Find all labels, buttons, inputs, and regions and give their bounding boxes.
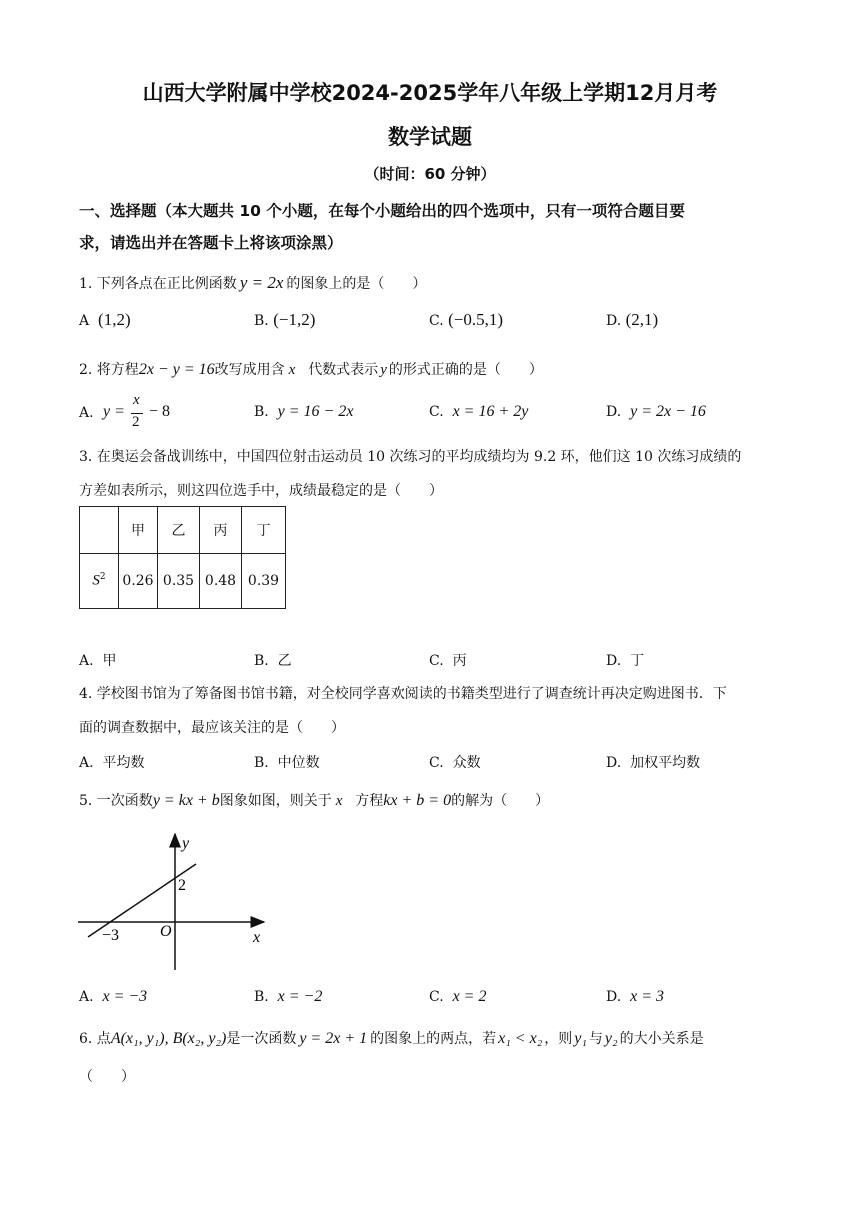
x-intercept-label: −3 [102,927,120,944]
q2-text-post: 的形式正确的是（ ） [388,362,543,378]
q1-option-a[interactable] [79,310,131,330]
option-label: B. [254,313,269,329]
option-value: 丙 [452,653,467,669]
question-4-line2: 面的调查数据中，最应该关注的是（ ） [79,720,345,736]
table-header-cell: 丁 [242,507,286,554]
table-cell: 0.39 [242,554,286,609]
q5-text-mid: 图象如图，则关于 [219,793,332,809]
variance-exponent: 2 [99,572,106,583]
q2-option-c[interactable] [429,403,528,421]
table-row-label [80,554,119,609]
q2-option-d[interactable] [606,403,706,421]
q4-option-c[interactable] [429,752,481,772]
q2-option-b[interactable] [254,403,353,421]
q5-option-a[interactable] [79,988,147,1006]
question-2-stem [79,359,543,379]
option-label: D. [606,404,622,420]
option-a-denominator: 2 [132,414,140,430]
option-value: (2,1) [625,310,659,329]
q2-text-pre: 2. 将方程 [79,362,139,378]
option-value: y = 2x − 16 [630,403,706,420]
q3-option-d[interactable] [606,650,644,670]
q6-text-mid2: 的图象上的两点，若 [370,1031,497,1047]
option-label: B. [254,989,269,1005]
option-value: 加权平均数 [630,755,701,771]
option-value: y = 16 − 2x [277,403,354,420]
q3-option-a[interactable] [79,650,116,670]
option-value: 甲 [102,653,117,669]
option-value: (1,2) [98,310,131,329]
table-header-cell [80,507,119,554]
variance-symbol: S [92,572,100,589]
q4-option-d[interactable] [606,752,700,772]
q6-text-mid4: 与 [588,1031,603,1047]
q5-text-post: 的解为（ ） [451,793,550,809]
option-a-lhs: y = [103,403,125,420]
option-value: 众数 [452,755,481,771]
option-value: x = 3 [630,988,664,1005]
q5-text-mid2: 方程 [355,793,384,809]
q3-option-b[interactable] [254,650,292,670]
option-label: C. [429,653,444,669]
table-cell: 0.48 [200,554,242,609]
option-value: 丁 [630,653,645,669]
option-value: (−1,2) [273,310,316,329]
option-value: (−0.5,1) [448,310,504,329]
option-value: 中位数 [277,755,320,771]
question-6-stem [79,1028,704,1048]
option-label: A. [79,405,94,421]
q6-text-pre: 6. 点 [79,1031,111,1047]
linear-function-graph [76,828,276,976]
q5-formula2: kx + b = 0 [383,792,452,809]
option-label: D. [606,653,622,669]
option-label: B. [254,653,269,669]
q2-formula: 2x − y = 16 [138,361,215,378]
q3-option-c[interactable] [429,650,467,670]
option-label: D. [606,989,622,1005]
option-label: C. [429,755,444,771]
option-label: D. [606,755,622,771]
question-6-answer-bracket: （ ） [79,1069,135,1085]
time-note: （时间：60 分钟） [364,165,496,183]
q4-option-b[interactable] [254,752,320,772]
table-cell: 0.26 [119,554,158,609]
q5-option-c[interactable] [429,988,486,1006]
exam-title: 山西大学附属中学校2024-2025学年八年级上学期12月月考 [142,81,718,105]
question-1-stem [79,273,426,293]
q6-condition: x₁ < x₂ [498,1030,543,1047]
q1-text-post: 的图象上的是（ ） [286,276,427,292]
subject-title: 数学试题 [388,125,472,149]
variance-table [79,506,286,609]
option-label: C. [429,313,444,329]
question-5-stem [79,790,549,810]
table-header-cell: 乙 [158,507,200,554]
option-a-rest: − 8 [149,403,171,420]
q5-text-pre: 5. 一次函数 [79,793,153,809]
q1-formula: y = 2x [239,273,284,292]
q5-var-x: x [335,793,343,809]
option-label: A [79,313,90,329]
option-value: x = −3 [102,988,148,1005]
q5-option-b[interactable] [254,988,322,1006]
q6-text-post: 的大小关系是 [619,1031,704,1047]
x-axis-label: x [253,929,261,946]
q5-option-d[interactable] [606,988,664,1006]
q1-option-c[interactable] [429,310,503,330]
origin-label: O [160,923,172,940]
section-heading-line2: 求，请选出并在答题卡上将该项涂黑） [79,234,343,252]
q6-text-mid3: ，则 [544,1031,573,1047]
option-label: C. [429,404,444,420]
option-value: x = −2 [277,988,323,1005]
option-value: 平均数 [102,755,145,771]
q6-y1: y₁ [574,1030,587,1047]
q1-text-pre: 1. 下列各点在正比例函数 [79,276,237,292]
y-axis-label: y [182,835,190,852]
option-label: C. [429,989,444,1005]
q6-formula: y = 2x + 1 [299,1030,368,1047]
q6-text-mid: 是一次函数 [226,1031,297,1047]
q2-text-mid: 改写成用含 [214,362,285,378]
q2-var-y: y [380,362,387,378]
table-header-cell: 甲 [119,507,158,554]
q4-option-a[interactable] [79,752,144,772]
option-label: A. [79,989,94,1005]
question-3-line1: 3. 在奥运会备战训练中，中国四位射击运动员 10 次练习的平均成绩均为 9.2 环，他们这 10 次练习成绩的 [79,449,742,465]
q1-option-d[interactable] [606,310,658,330]
option-label: D. [606,313,622,329]
q6-points: A(x₁, y₁), B(x₂, y₂) [110,1030,227,1047]
q2-text-mid2: 代数式表示 [308,362,379,378]
option-label: B. [254,755,269,771]
question-3-line2: 方差如表所示，则这四位选手中，成绩最稳定的是（ ） [79,483,443,499]
table-cell: 0.35 [158,554,200,609]
section-heading-line1: 一、选择题（本大题共 10 个小题，在每个小题给出的四个选项中，只有一项符合题目要 [79,202,685,220]
q2-var-x: x [288,362,296,378]
option-label: A. [79,653,94,669]
option-label: B. [254,404,269,420]
q1-option-b[interactable] [254,310,315,330]
table-header-cell: 丙 [200,507,242,554]
question-4-line1: 4. 学校图书馆为了筹备图书馆书籍，对全校同学喜欢阅读的书籍类型进行了调查统计再决定购进图书．下 [79,686,727,702]
option-label: A. [79,755,94,771]
y-intercept-label: 2 [178,877,186,894]
option-value: x = 16 + 2y [452,403,529,420]
option-a-numerator: x [133,392,140,408]
q5-formula: y = kx + b [152,792,220,809]
option-value: 乙 [277,653,292,669]
option-value: x = 2 [452,988,487,1005]
q6-y2: y₂ [604,1030,618,1047]
